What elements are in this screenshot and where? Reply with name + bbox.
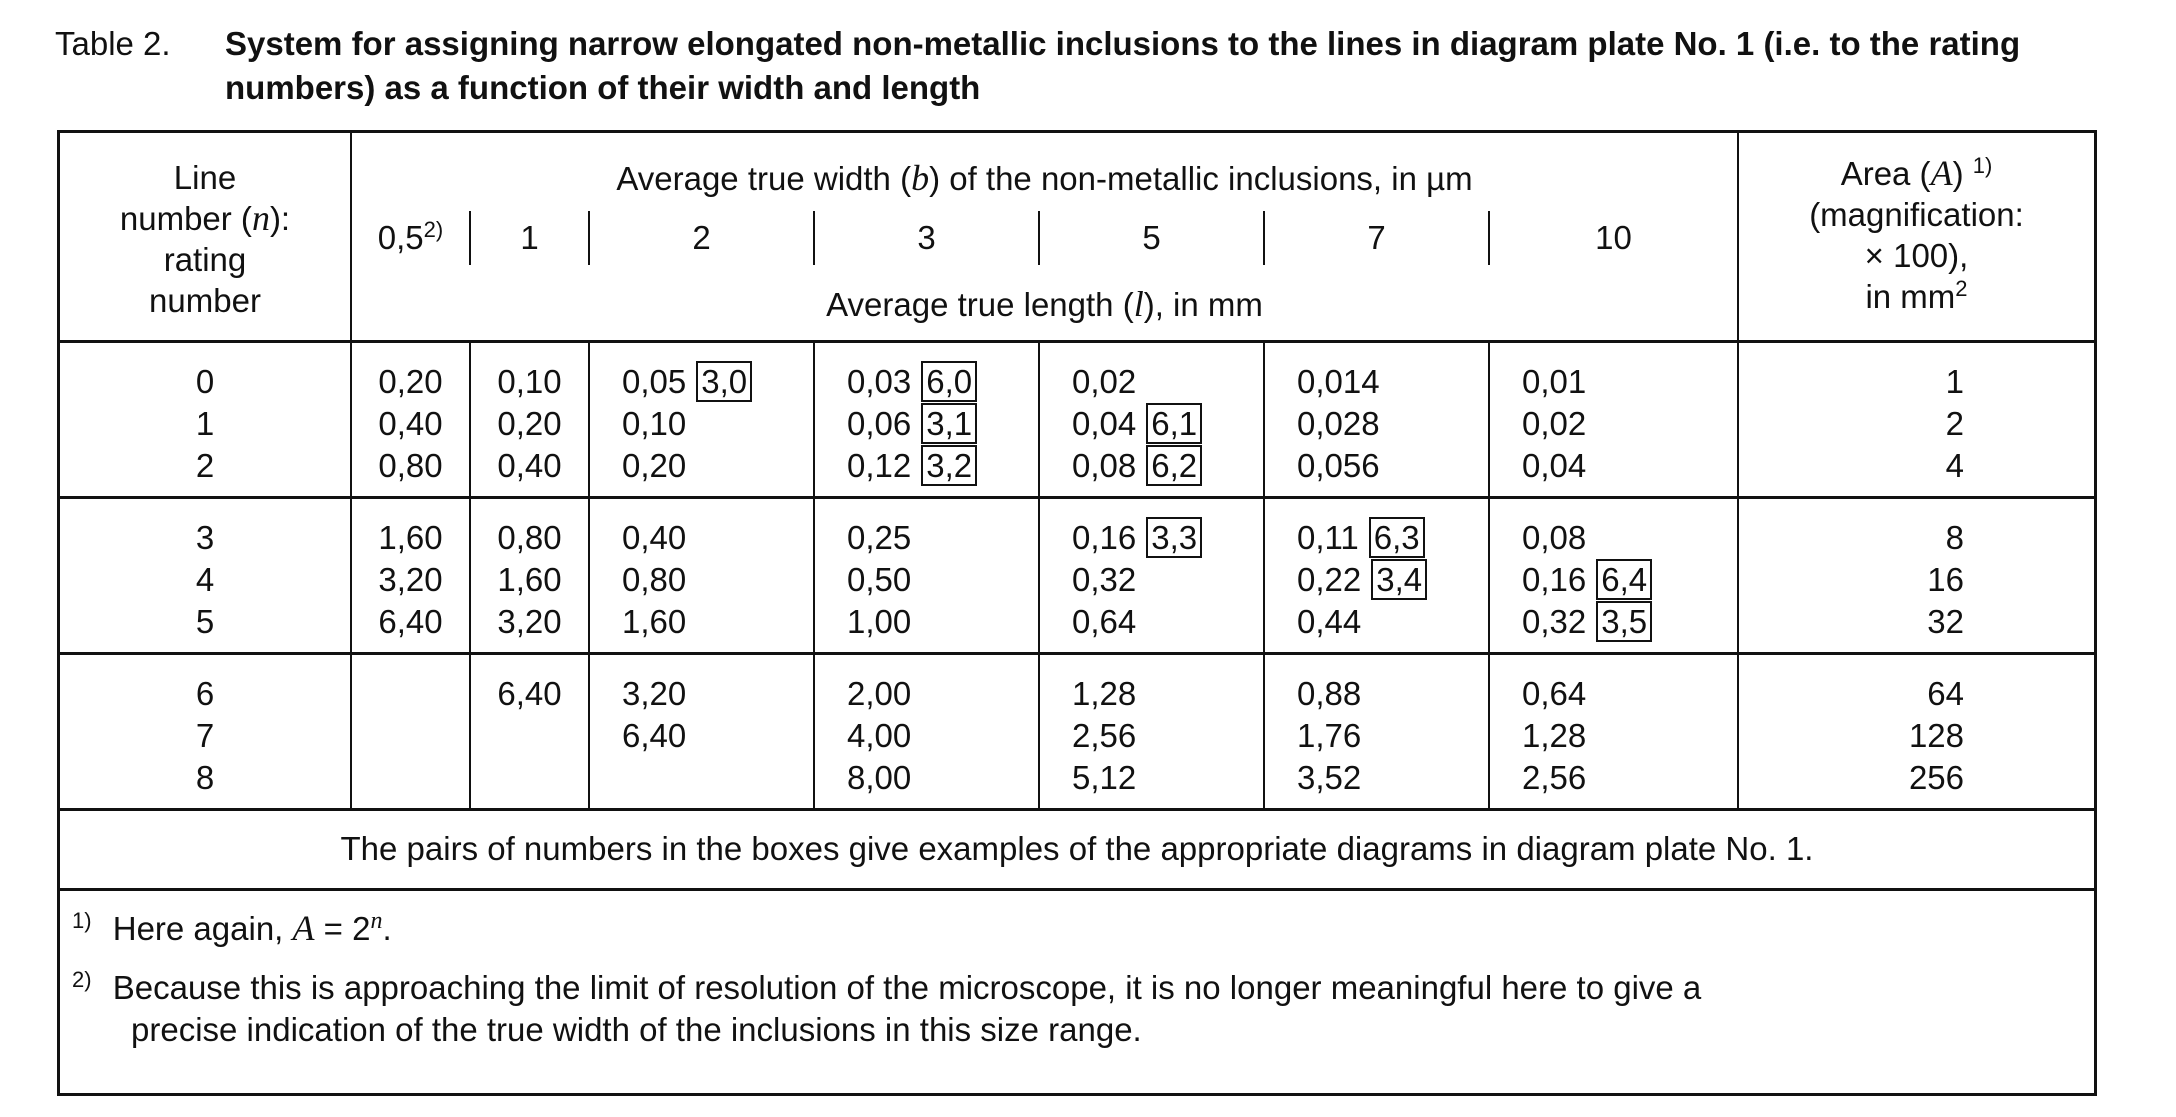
length-value: 0,056: [1297, 447, 1380, 484]
length-value: 4,00: [847, 717, 912, 754]
length-value: 5,12: [1072, 759, 1137, 796]
length-value: 1,76: [1297, 717, 1362, 754]
length-value: 2,56: [1072, 717, 1137, 754]
length-value: 6,40: [497, 675, 562, 712]
width-value-5: 5: [1142, 219, 1161, 256]
length-value: 0,11 6,3: [1297, 519, 1425, 557]
length-value: 0,44: [1297, 603, 1362, 640]
rating-number: 8: [195, 759, 215, 796]
length-value: 0,88: [1297, 675, 1362, 712]
diagram-ref-box: 3,0: [696, 361, 752, 402]
area-value: 2: [1945, 405, 1964, 442]
length-value: 0,04 6,1: [1072, 405, 1202, 443]
length-value: 3,20: [378, 561, 443, 598]
length-value: 1,60: [378, 519, 443, 556]
length-value: 0,40: [378, 405, 443, 442]
length-value: 1,28: [1522, 717, 1587, 754]
area-value: 128: [1908, 717, 1964, 754]
table-label: Table 2.: [55, 25, 171, 62]
area-value: 8: [1945, 519, 1964, 556]
rating-number: 7: [195, 717, 215, 754]
length-value: 1,60: [497, 561, 562, 598]
rule-body-bottom: [60, 808, 2094, 811]
footnote-2-marker: 2): [72, 967, 92, 992]
length-value: 0,06 3,1: [847, 405, 977, 443]
length-value: 0,80: [622, 561, 687, 598]
diagram-ref-box: 3,4: [1371, 559, 1427, 600]
length-value: 0,64: [1072, 603, 1137, 640]
rating-number: 3: [195, 519, 215, 556]
length-value: 0,80: [378, 447, 443, 484]
length-value: 0,25: [847, 519, 912, 556]
table-caption: [55, 22, 2135, 110]
width-header-title: Average true width (b) of the non-metallic inclusions, in µm: [616, 158, 1473, 198]
length-value: 0,028: [1297, 405, 1380, 442]
length-value: 0,22 3,4: [1297, 561, 1427, 599]
length-value: 0,014: [1297, 363, 1380, 400]
area-value: 16: [1927, 561, 1964, 598]
length-value: 0,08 6,2: [1072, 447, 1202, 485]
footnote-2-ref: 2): [423, 217, 444, 242]
length-value: 0,01: [1522, 363, 1587, 400]
area-value: 32: [1927, 603, 1964, 640]
length-value: 1,60: [622, 603, 687, 640]
diagram-ref-box: 3,5: [1596, 601, 1652, 642]
boxes-note: The pairs of numbers in the boxes give examples of the appropriate diagrams in diagram plate No. 1.: [340, 830, 1814, 867]
length-value: 0,80: [497, 519, 562, 556]
area-value: 64: [1927, 675, 1964, 712]
area-value: 1: [1945, 363, 1964, 400]
length-value: 0,16 3,3: [1072, 519, 1202, 557]
diagram-ref-box: 3,3: [1146, 517, 1202, 558]
diagram-ref-box: 6,1: [1146, 403, 1202, 444]
rating-number: 0: [195, 363, 215, 400]
area-header: Area (A) $^{1)}$ (magnification: × 100), in $mm^2$: [1809, 153, 2024, 315]
length-value: 1,00: [847, 603, 912, 640]
length-value: 0,40: [622, 519, 687, 556]
rule-vertical-col-4: [1038, 342, 1040, 810]
length-value: 0,08: [1522, 519, 1587, 556]
length-value: 2,56: [1522, 759, 1587, 796]
footnote-2-continued: precise indication of the true width of the inclusions in this size range.: [131, 1011, 1142, 1048]
width-value-0-5: 0,5$^{2)}$: [377, 217, 444, 256]
length-value: 0,50: [847, 561, 912, 598]
length-value: 0,02: [1072, 363, 1137, 400]
length-value: 0,12 3,2: [847, 447, 977, 485]
diagram-ref-box: 6,3: [1369, 517, 1425, 558]
rating-number: 4: [195, 561, 215, 598]
rule-vertical-col-6: [1488, 342, 1490, 810]
length-value: 3,52: [1297, 759, 1362, 796]
length-value: 2,00: [847, 675, 912, 712]
length-value: 3,20: [497, 603, 562, 640]
width-value-3: 3: [917, 219, 936, 256]
rating-number: 2: [195, 447, 215, 484]
rule-vertical-col-3: [813, 342, 815, 810]
diagram-ref-box: 3,2: [921, 445, 977, 486]
line-number-header: Line number (n): rating number: [119, 159, 291, 319]
length-value: 3,20: [622, 675, 687, 712]
rule-group-1-bottom: [60, 496, 2094, 499]
rating-number: 1: [195, 405, 215, 442]
length-value: 0,32 3,5: [1522, 603, 1652, 641]
length-value: 0,20: [497, 405, 562, 442]
length-value: 0,05 3,0: [622, 363, 752, 401]
length-value: 1,28: [1072, 675, 1137, 712]
rule-header-bottom: [60, 340, 2094, 343]
length-value: 0,02: [1522, 405, 1587, 442]
table-title: System for assigning narrow elongated non-metallic inclusions to the lines in diagram plate No. 1 (i.e. to the rating numbers) as a function of their width and length: [225, 25, 2021, 106]
length-value: 6,40: [622, 717, 687, 754]
length-value: 6,40: [378, 603, 443, 640]
length-value: 0,32: [1072, 561, 1137, 598]
length-value: 0,04: [1522, 447, 1587, 484]
rule-vertical-col-2: [588, 342, 590, 810]
length-value: 0,16 6,4: [1522, 561, 1652, 599]
width-value-10: 10: [1595, 219, 1632, 256]
width-value-2: 2: [692, 219, 711, 256]
rule-vertical-col-5: [1263, 342, 1265, 810]
length-header-title: Average true length (l), in mm: [826, 284, 1263, 324]
width-value-1: 1: [520, 219, 539, 256]
length-value: 0,20: [378, 363, 443, 400]
length-value: 0,40: [497, 447, 562, 484]
length-value: 0,10: [622, 405, 687, 442]
length-value: 0,64: [1522, 675, 1587, 712]
rule-group-2-bottom: [60, 652, 2094, 655]
inclusion-rating-table: [57, 130, 2097, 1096]
footnote-2: $^{2)}$ Because this is approaching the limit of resolution of the microscope, it is no longer meaningful here to give a: [72, 967, 1702, 1006]
area-value: 4: [1945, 447, 1964, 484]
footnote-1: $^{1)}$ Here again, $A = 2^n$.: [72, 908, 392, 948]
diagram-ref-box: 6,0: [921, 361, 977, 402]
length-value: 0,10: [497, 363, 562, 400]
rating-number: 5: [195, 603, 215, 640]
width-value-7: 7: [1367, 219, 1386, 256]
rating-number: 6: [195, 675, 215, 712]
rule-note-bottom: [60, 888, 2094, 891]
length-value: 0,20: [622, 447, 687, 484]
length-value: 8,00: [847, 759, 912, 796]
diagram-ref-box: 6,4: [1596, 559, 1652, 600]
area-value: 256: [1908, 759, 1964, 796]
footnote-1-marker: 1): [72, 908, 92, 933]
length-value: 0,03 6,0: [847, 363, 977, 401]
diagram-ref-box: 3,1: [921, 403, 977, 444]
diagram-ref-box: 6,2: [1146, 445, 1202, 486]
